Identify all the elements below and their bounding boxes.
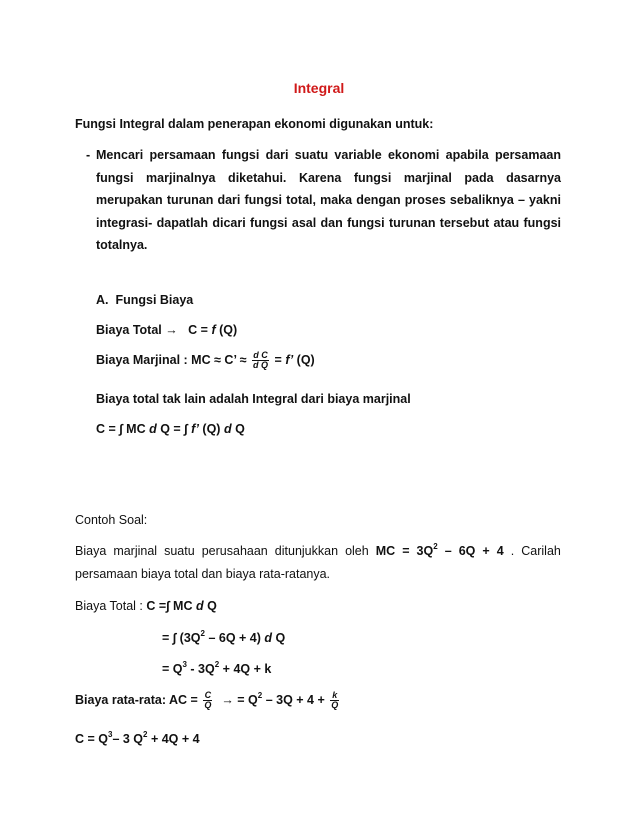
total-cost-label: Biaya Total (96, 323, 162, 337)
average-cost-line (75, 689, 341, 711)
solution-label: Biaya Total : (75, 599, 147, 613)
fraction-denominator: d Q (253, 360, 269, 371)
average-cost-label: Biaya rata-rata: AC = (75, 693, 198, 707)
solution-step-1 (75, 598, 217, 614)
fraction-denominator: Q (204, 700, 212, 711)
word: + (482, 544, 490, 558)
bullet-dash: - (86, 148, 91, 162)
exponent: 3 (182, 659, 187, 669)
word: 6Q (458, 544, 476, 558)
fraction-numerator: C (204, 690, 212, 701)
step2-b: – 6Q + 4) (204, 631, 265, 645)
step2-c: Q (272, 631, 286, 645)
mc-formula-main: MC = 3Q (375, 544, 434, 558)
fraction-denominator: Q (331, 700, 339, 711)
average-mid-b: – 3Q + 4 + (262, 693, 325, 707)
integral-part-3: (Q) (198, 422, 224, 436)
exponent: 2 (214, 659, 220, 669)
final-a: C = Q (75, 732, 108, 746)
right-arrow-icon: → (221, 693, 234, 707)
step1-formula-a: C =∫ MC (146, 599, 196, 613)
dc-dq-fraction (252, 351, 269, 370)
exponent: 2 (200, 628, 205, 638)
word: – (444, 544, 452, 558)
step2-d: d (264, 631, 273, 645)
page-title: Integral (293, 80, 345, 96)
marginal-cost-line (96, 349, 315, 371)
integral-part-2: Q = ∫ (156, 422, 192, 436)
step3-b: - 3Q (186, 662, 215, 676)
exponent: 3 (108, 729, 113, 739)
total-cost-formula-q: (Q) (215, 323, 238, 337)
word: oleh (345, 544, 369, 558)
example-problem-line-1 (75, 543, 561, 559)
mc-formula (375, 541, 438, 558)
word: Carilah (521, 544, 561, 558)
final-c: + 4Q + 4 (147, 732, 200, 746)
exponent: 2 (433, 541, 438, 551)
total-cost-formula-c: C = (188, 323, 212, 337)
section-a-title: Fungsi Biaya (115, 293, 194, 307)
step3-c: + 4Q + k (219, 662, 272, 676)
word: ditunjukkan (274, 544, 339, 558)
section-a-statement: Biaya total tak lain adalah Integral dari biaya marjinal (96, 392, 411, 406)
integral-f-prime: f’ (191, 422, 199, 436)
c-over-q-fraction (203, 691, 212, 710)
word: 4 (496, 544, 504, 558)
integral-part-1: C = ∫ MC (96, 422, 150, 436)
fraction-numerator: k (332, 690, 338, 701)
right-arrow-icon: → (165, 323, 178, 337)
integral-part-4: Q (231, 422, 245, 436)
marginal-rhs-q: (Q) (293, 353, 315, 367)
step2-a: = ∫ (3Q (162, 631, 201, 645)
integral-formula (96, 421, 245, 437)
section-a-marker: A. (96, 293, 109, 307)
word: Biaya (75, 544, 107, 558)
total-cost-line (96, 322, 237, 338)
step3-a: = Q (162, 662, 183, 676)
word: marjinal (113, 544, 158, 558)
section-a-heading (96, 292, 193, 308)
word: suatu (164, 544, 195, 558)
marginal-rhs-eq: = (274, 353, 286, 367)
example-problem-line-2: persamaan biaya total dan biaya rata-ratanya. (75, 567, 331, 581)
marginal-rhs-f: f’ (285, 353, 294, 367)
marginal-cost-label: Biaya Marjinal : MC ≈ C’ ≈ (96, 353, 247, 367)
integral-d-1: d (149, 422, 157, 436)
bullet-paragraph: Mencari persamaan fungsi dari suatu variable ekonomi apabila persamaan fungsi marjinalnya diketahui. Karena fungsi marjinal pada dasarnya merupakan turunan dari fungsi total, maka dengan proses sebaliknya – yakni integrasi- dapatlah dicari fungsi asal dan fungsi turunan tersebut atau fungsi totalnya. (96, 148, 561, 252)
final-total-cost (75, 731, 200, 747)
exponent: 2 (143, 729, 148, 739)
word: perusahaan (201, 544, 268, 558)
example-heading: Contoh Soal: (75, 513, 148, 527)
exponent: 2 (257, 690, 263, 700)
k-over-q-fraction (330, 691, 339, 710)
average-mid-a: = Q (233, 693, 258, 707)
solution-step-3 (162, 661, 271, 677)
intro-text: Fungsi Integral dalam penerapan ekonomi digunakan untuk: (75, 117, 434, 131)
fraction-numerator: d C (253, 350, 268, 361)
solution-step-2 (162, 630, 285, 646)
total-cost-formula-f: f (211, 323, 216, 337)
step1-d: d (195, 599, 204, 613)
step1-formula-b: Q (203, 599, 217, 613)
integral-d-2: d (223, 422, 232, 436)
word: . (510, 544, 515, 558)
final-b: – 3 Q (112, 732, 144, 746)
